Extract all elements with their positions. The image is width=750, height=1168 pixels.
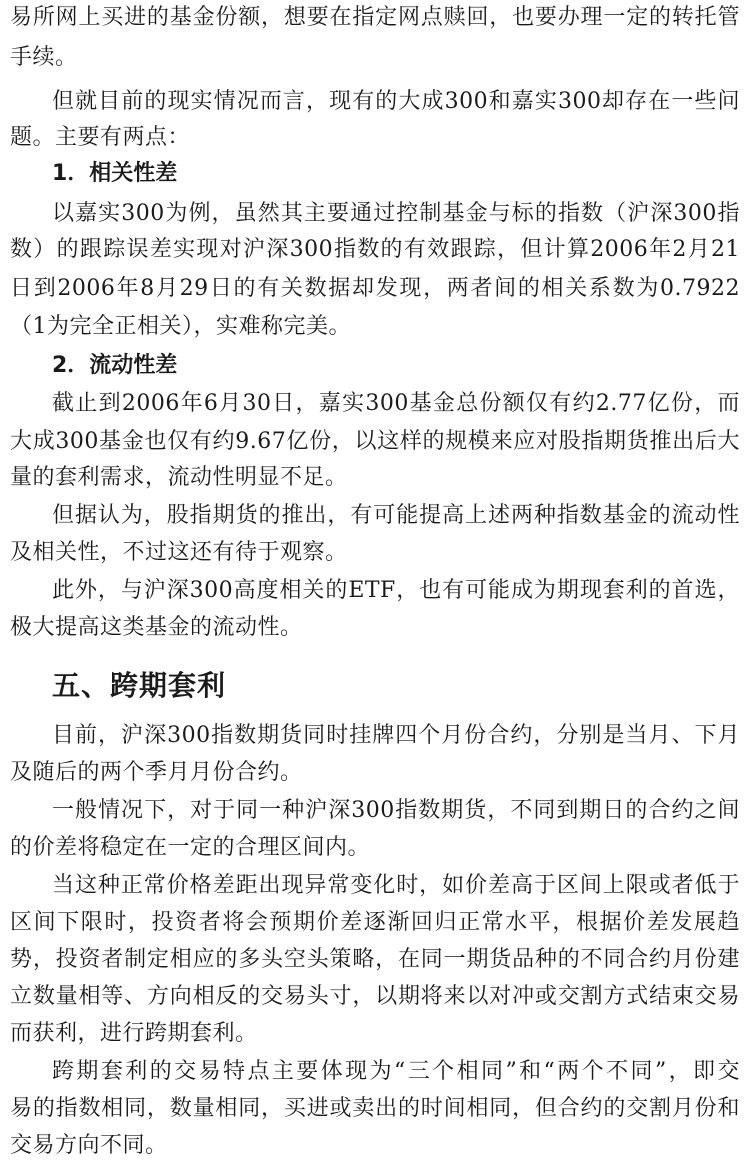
text-line: 数）的跟踪误差实现对沪深300指数的有效跟踪，但计算2006年2月21 [10,237,740,262]
section-title: 五、跨期套利 [52,669,227,702]
text-line: 跨期套利的交易特点主要体现为“三个相同”和“两个不同”，即交 [52,1059,740,1084]
text-line: 而获利，进行跨期套利。 [10,1021,258,1046]
text-line: 区间下限时，投资者将会预期价差逐渐回归正常水平，根据价差发展趋 [10,910,740,935]
text-line: 以嘉实300为例，虽然其主要通过控制基金与标的指数（沪深300指 [52,201,740,226]
text-line: 势，投资者制定相应的多头空头策略，在同一期货品种的不同合约月份建 [10,947,740,972]
text-line: 日到2006年8月29日的有关数据却发现，两者间的相关系数为0.7922 [10,276,740,301]
text-line: 大成300基金也仅有约9.67亿份，以这样的规模来应对股指期货推出后大 [10,429,740,454]
text-line: 的价差将稳定在一定的合理区间内。 [10,835,371,860]
text-line: 手续。 [10,45,78,70]
text-line: 但据认为，股指期货的推出，有可能提高上述两种指数基金的流动性 [52,503,740,528]
text-line: 目前，沪深300指数期货同时挂牌四个月份合约，分别是当月、下月 [52,723,740,748]
text-line: 但就目前的现实情况而言，现有的大成300和嘉实300却存在一些问 [52,89,740,114]
text-line: 交易方向不同。 [10,1133,168,1158]
text-line: 易所网上买进的基金份额，想要在指定网点赎回，也要办理一定的转托管 [10,5,740,30]
subheading-liquidity: 2．流动性差 [52,353,178,378]
text-line: 一般情况下，对于同一种沪深300指数期货，不同到期日的合约之间 [52,798,740,823]
text-line: 此外，与沪深300高度相关的ETF，也有可能成为期现套利的首选， [52,578,740,603]
text-line: 极大提高这类基金的流动性。 [10,615,303,640]
subheading-correlation: 1．相关性差 [52,161,178,186]
text-line: 及相关性，不过这还有待于观察。 [10,540,348,565]
text-line: 截止到2006年6月30日，嘉实300基金总份额仅有约2.77亿份，而 [52,391,740,416]
text-line: 题。主要有两点： [10,125,191,150]
text-line: （1为完全正相关），实难称完美。 [10,314,351,339]
text-line: 当这种正常价格差距出现异常变化时，如价差高于区间上限或者低于 [52,873,740,898]
text-line: 及随后的两个季月月份合约。 [10,760,303,785]
text-line: 立数量相等、方向相反的交易头寸，以期将来以对冲或交割方式结束交易 [10,984,740,1009]
text-line: 量的套利需求，流动性明显不足。 [10,465,348,490]
text-line: 易的指数相同，数量相同，买进或卖出的时间相同，但合约的交割月份和 [10,1096,740,1121]
